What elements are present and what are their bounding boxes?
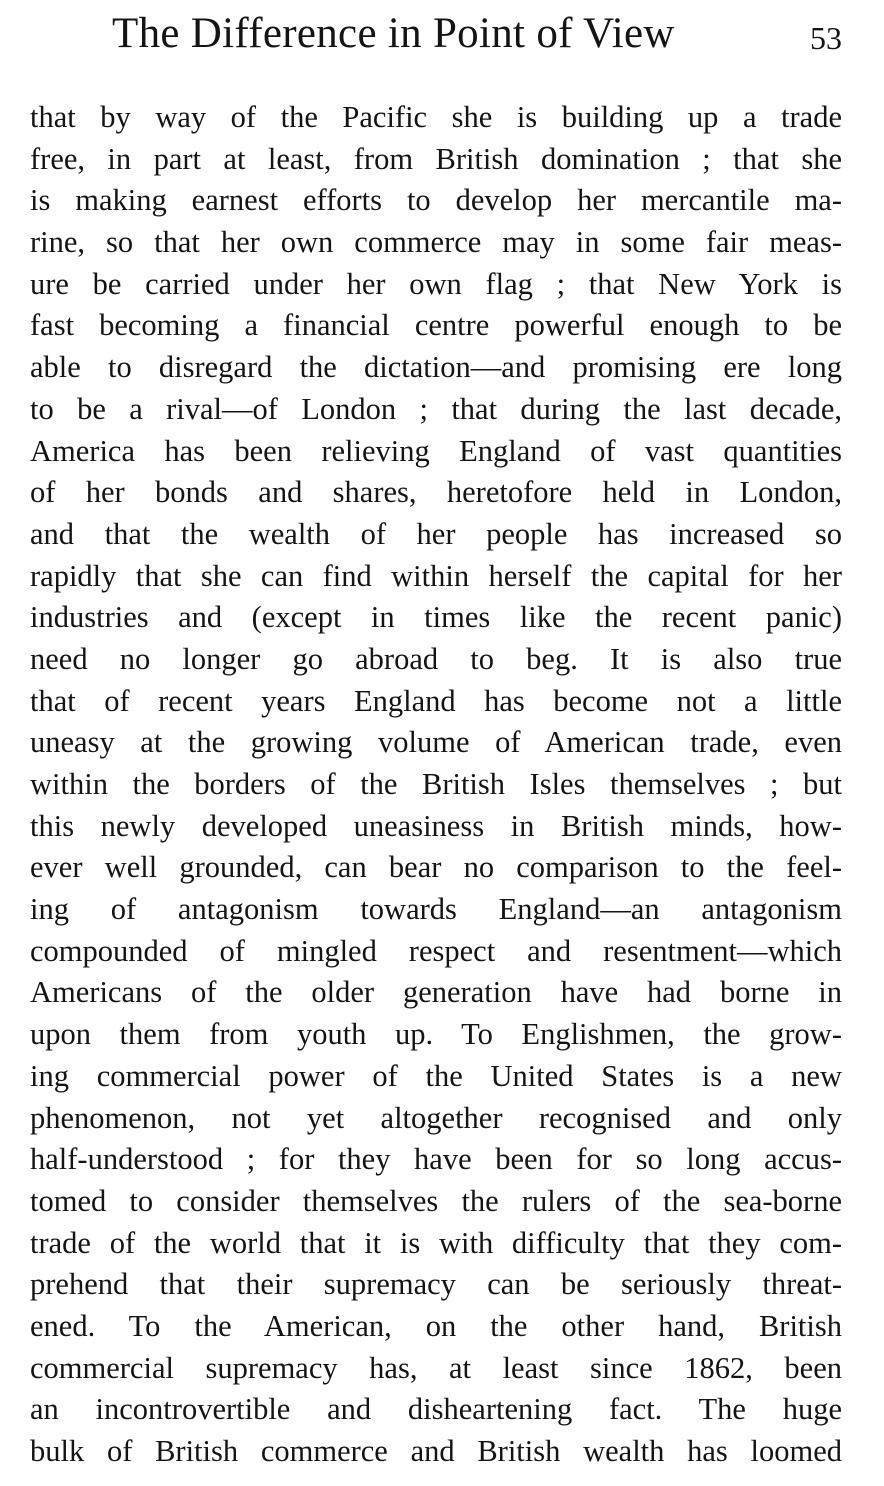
text-line: of her bonds and shares, heretofore held in London, [30,475,842,510]
text-line: within the borders of the British Isles themselves ; but [30,767,842,801]
text-line: upon them from youth up. To Englishmen, the grow- [30,1017,842,1052]
running-title: The Difference in Point of View [112,10,675,57]
text-line: America has been relieving England of vast quantities [30,433,842,468]
text-line: ing commercial power of the United States is a new [30,1058,842,1093]
text-line: compounded of mingled respect and resentment—which [30,933,842,968]
text-line: rapidly that she can find within herself the capital for her [30,558,842,593]
page-number: 53 [810,20,842,56]
text-line: trade of the world that it is with difficulty that they com- [30,1225,842,1260]
text-line: prehend that their supremacy can be seriously threat- [30,1267,842,1302]
text-line: need no longer go abroad to beg. It is also true [30,641,842,676]
text-line: able to disregard the dictation—and promising ere long [30,350,842,385]
text-line: bulk of British commerce and British wealth has loomed [30,1434,842,1468]
text-line: rine, so that her own commerce may in some fair meas- [30,225,842,260]
text-line: Americans of the older generation have had borne in [30,975,842,1010]
text-line: to be a rival—of London ; that during the last decade, [30,391,842,426]
text-line: phenomenon, not yet altogether recognised and only [30,1100,842,1135]
text-line: that by way of the Pacific she is building up a trade [30,100,842,134]
text-line: free, in part at least, from British domination ; that she [30,141,842,176]
text-line: ure be carried under her own flag ; that New York is [30,266,842,301]
text-line: half-understood ; for they have been for so long accus- [30,1142,842,1177]
body-text [30,97,842,1473]
text-line: uneasy at the growing volume of American trade, even [30,725,842,760]
text-line: and that the wealth of her people has increased so [30,516,842,551]
text-line: commercial supremacy has, at least since 1862, been [30,1350,842,1385]
text-line: ever well grounded, can bear no comparison to the feel- [30,850,842,885]
text-line: an incontrovertible and disheartening fact. The huge [30,1392,842,1427]
text-line: ing of antagonism towards England—an antagonism [30,892,842,927]
text-line: industries and (except in times like the recent panic) [30,600,842,635]
text-line: this newly developed uneasiness in British minds, how- [30,808,842,843]
text-line: is making earnest efforts to develop her mercantile ma- [30,183,842,218]
text-line: ened. To the American, on the other hand, British [30,1308,842,1343]
text-line: that of recent years England has become not a little [30,683,842,718]
running-head [0,6,884,62]
text-line: fast becoming a financial centre powerful enough to be [30,308,842,343]
text-line: tomed to consider themselves the rulers of the sea-borne [30,1183,842,1218]
